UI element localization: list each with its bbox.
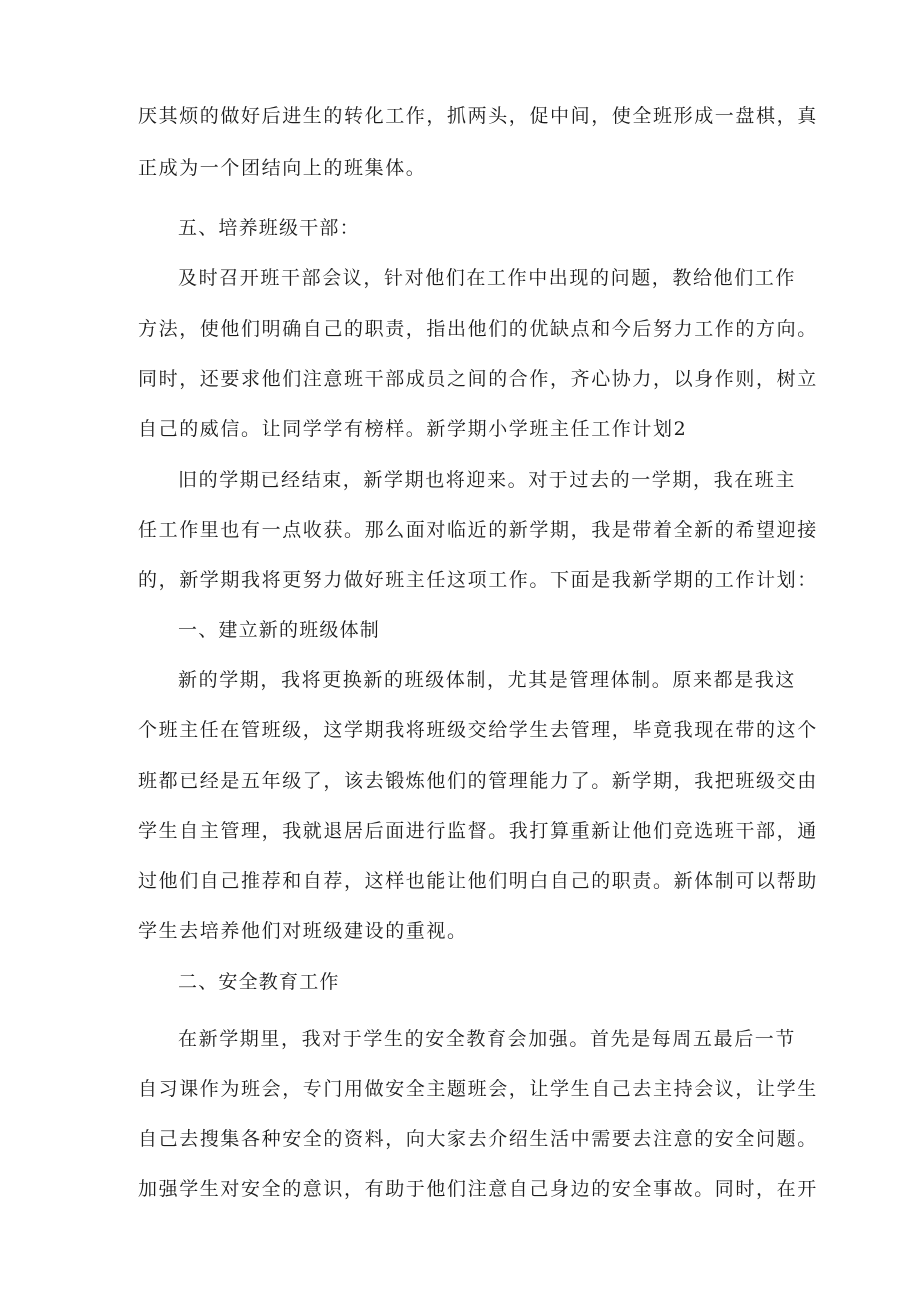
text-line: 及时召开班干部会议，针对他们在工作中出现的问题，教给他们工作 [178, 267, 797, 289]
text-line: 新的学期，我将更换新的班级体制，尤其是管理体制。原来都是我这 [178, 669, 797, 691]
text-line: 任工作里也有一点收获。那么面对临近的新学期，我是带着全新的希望迎接 [138, 519, 818, 541]
text-line: 厌其烦的做好后进生的转化工作，抓两头，促中间，使全班形成一盘棋，真 [138, 105, 818, 127]
text-line: 学生去培养他们对班级建设的重视。 [138, 920, 468, 942]
text-line: 加强学生对安全的意识，有助于他们注意自己身边的安全事故。同时，在开 [138, 1178, 818, 1200]
text-line: 同时，还要求他们注意班干部成员之间的合作，齐心协力，以身作则，树立 [138, 368, 818, 390]
text-line: 个班主任在管班级，这学期我将班级交给学生去管理，毕竟我现在带的这个 [138, 719, 818, 741]
text-line: 过他们自己推荐和自荐，这样也能让他们明白自己的职责。新体制可以帮助 [138, 870, 818, 892]
text-line: 学生自主管理，我就退居后面进行监督。我打算重新让他们竞选班干部，通 [138, 820, 818, 842]
text-line: 在新学期里，我对于学生的安全教育会加强。首先是每周五最后一节 [178, 1028, 797, 1050]
text-line: 正成为一个团结向上的班集体。 [138, 157, 427, 179]
section-heading: 五、培养班级干部： [178, 217, 360, 239]
text-line: 自己去搜集各种安全的资料，向大家去介绍生活中需要去注意的安全问题。 [138, 1128, 818, 1150]
text-line: 方法，使他们明确自己的职责，指出他们的优缺点和今后努力工作的方向。 [138, 318, 818, 340]
text-line: 班都已经是五年级了，该去锻炼他们的管理能力了。新学期，我把班级交由 [138, 770, 818, 792]
section-heading: 二、安全教育工作 [178, 971, 340, 993]
text-line: 的，新学期我将更努力做好班主任这项工作。下面是我新学期的工作计划： [138, 569, 818, 591]
text-line: 旧的学期已经结束，新学期也将迎来。对于过去的一学期，我在班主 [178, 469, 797, 491]
text-line: 自习课作为班会，专门用做安全主题班会，让学生自己去主持会议，让学生 [138, 1078, 818, 1100]
text-line: 自己的威信。让同学学有榜样。新学期小学班主任工作计划2 [138, 418, 688, 440]
section-heading: 一、建立新的班级体制 [178, 619, 381, 641]
